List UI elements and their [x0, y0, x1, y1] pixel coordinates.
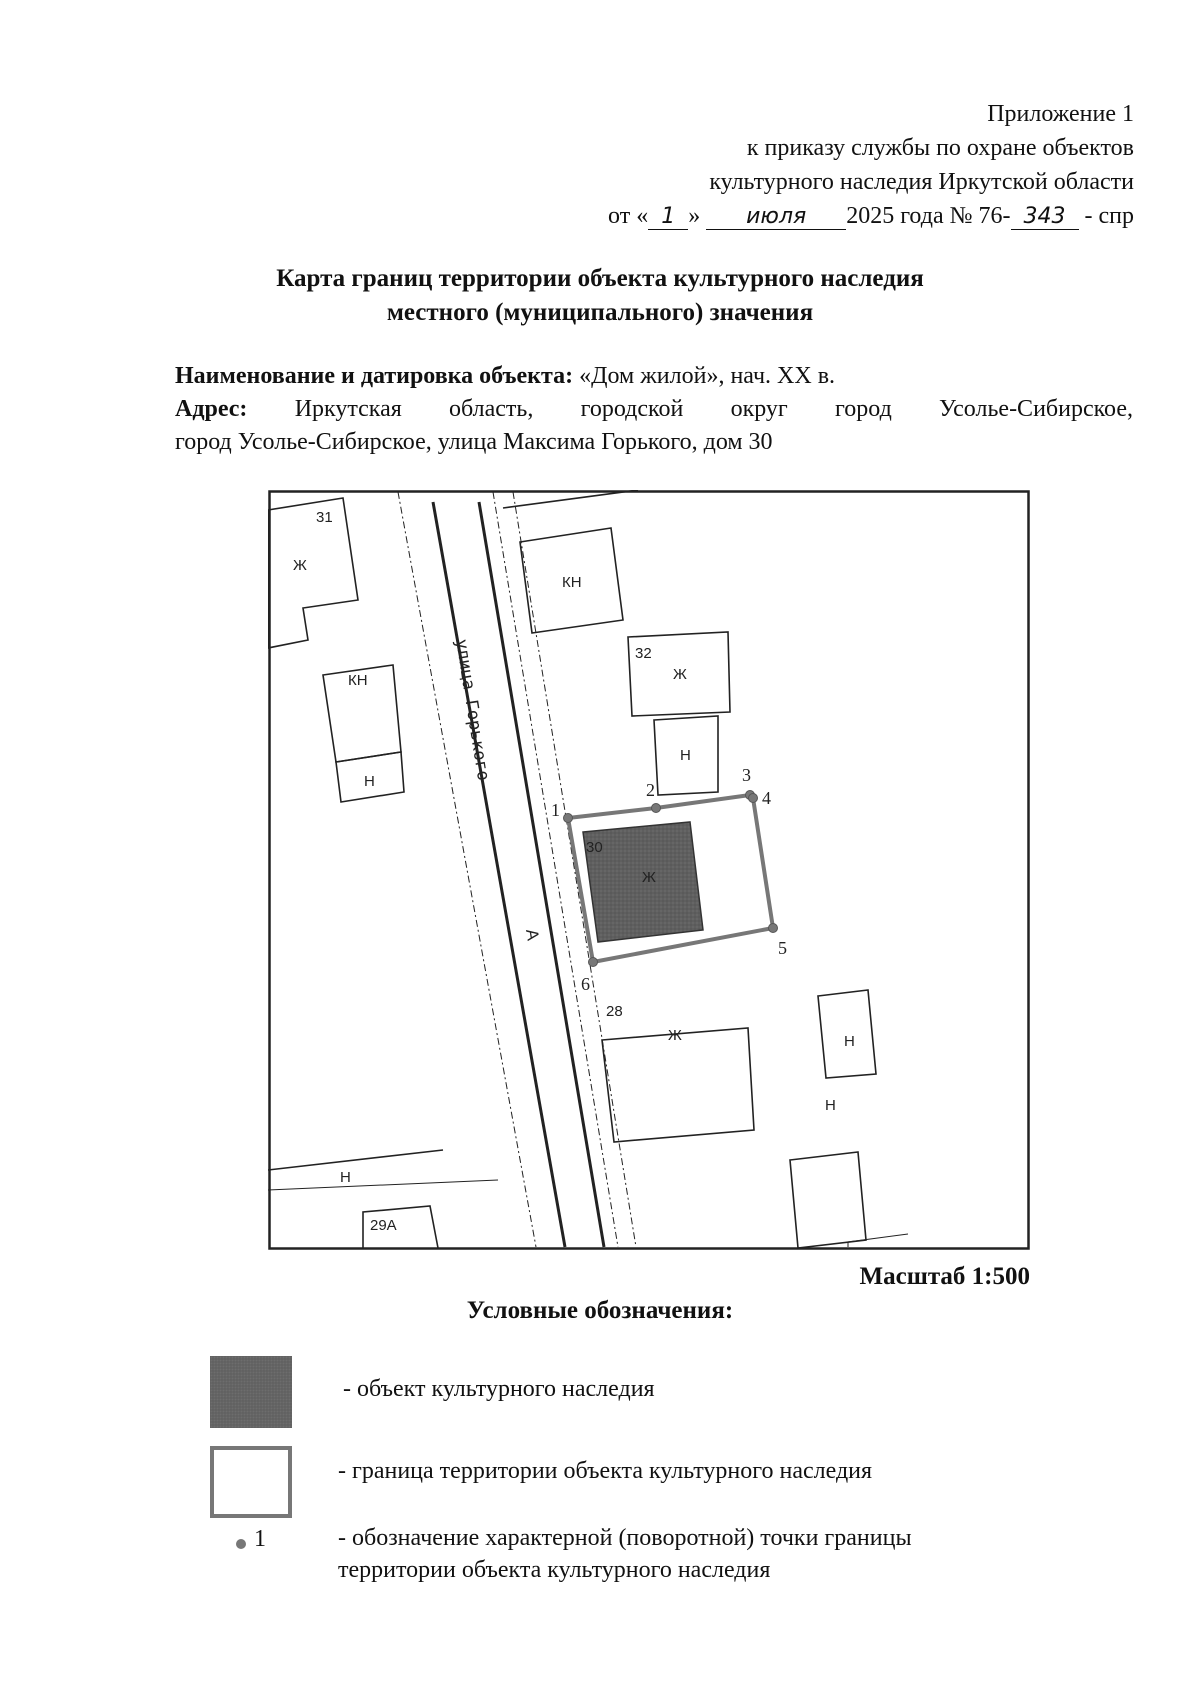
label-32-number: 32 [635, 645, 652, 662]
legend-point-number: 1 [254, 1526, 266, 1552]
label-28-number: 28 [606, 1003, 623, 1020]
legend-point-symbol [236, 1539, 246, 1549]
object-name-label: Наименование и датировка объекта: [175, 363, 574, 389]
road-letter-label: А [522, 927, 543, 942]
label-kn-east: КН [562, 574, 582, 591]
boundary-point-5 [769, 924, 778, 933]
point-label-3: 3 [742, 765, 751, 785]
object-name-value: «Дом жилой», нач. XX в. [579, 363, 836, 389]
boundary-point-2 [652, 804, 661, 813]
appendix-authority-line: культурного наследия Иркутской области [709, 169, 1134, 195]
date-prefix: от « [608, 203, 649, 229]
order-number: 343 [1011, 205, 1079, 230]
order-suffix: - спр [1084, 203, 1134, 229]
label-n-west: Н [364, 773, 375, 790]
address-label: Адрес: [175, 396, 248, 422]
date-day: 1 [648, 205, 688, 230]
legend-boundary-swatch [210, 1446, 292, 1518]
label-29a: 29А [370, 1217, 397, 1234]
legend-boundary-text: - граница территории объекта культурного наследия [338, 1458, 873, 1484]
legend-heritage-text: - объект культурного наследия [343, 1376, 655, 1402]
boundary-point-4 [749, 794, 758, 803]
object-address-line1 [175, 393, 1133, 425]
boundary-point-1 [564, 814, 573, 823]
label-32-type: Ж [673, 666, 687, 683]
object-name [175, 360, 1133, 392]
document-title-line1: Карта границ территории объекта культурного наследия [276, 265, 924, 292]
point-label-1: 1 [551, 800, 560, 820]
point-label-4: 4 [762, 788, 771, 808]
legend-point-text-line1: - обозначение характерной (поворотной) точки границы [338, 1525, 912, 1551]
date-year: 2025 года № 76- [846, 203, 1011, 229]
label-31-number: 31 [316, 509, 333, 526]
label-kn-west: КН [348, 672, 368, 689]
label-30-type: Ж [642, 869, 656, 886]
appendix-title: Приложение 1 [987, 101, 1134, 127]
boundary-point-6 [589, 958, 598, 967]
object-address-line2: город Усолье-Сибирское, улица Максима Горького, дом 30 [175, 429, 773, 455]
legend-heritage-swatch [210, 1356, 292, 1428]
label-28-type: Ж [668, 1027, 682, 1044]
legend-title: Условные обозначения: [466, 1297, 734, 1324]
address-value-line1: Иркутская область, городской округ город Усолье-Сибирское, [294, 396, 1134, 422]
street-name-label: улица Горького [451, 637, 494, 783]
legend-point-text-line2: территории объекта культурного наследия [338, 1557, 771, 1583]
label-n-east: Н [680, 747, 691, 764]
date-quote-close: » [688, 203, 701, 229]
label-n-sw: Н [340, 1169, 351, 1186]
point-label-6: 6 [581, 974, 590, 994]
date-month: июля [706, 205, 846, 230]
label-31-type: Ж [293, 557, 307, 574]
label-n-se1: Н [844, 1033, 855, 1050]
boundary-map [268, 490, 1030, 1250]
appendix-date-line [608, 200, 1134, 232]
map-scale: Масштаб 1:500 [859, 1263, 1030, 1290]
document-title-line2: местного (муниципального) значения [386, 299, 814, 326]
label-30-number: 30 [586, 839, 603, 856]
point-label-2: 2 [646, 780, 655, 800]
label-n-se2: Н [825, 1097, 836, 1114]
appendix-order-line: к приказу службы по охране объектов [746, 135, 1134, 161]
point-label-5: 5 [778, 938, 787, 958]
